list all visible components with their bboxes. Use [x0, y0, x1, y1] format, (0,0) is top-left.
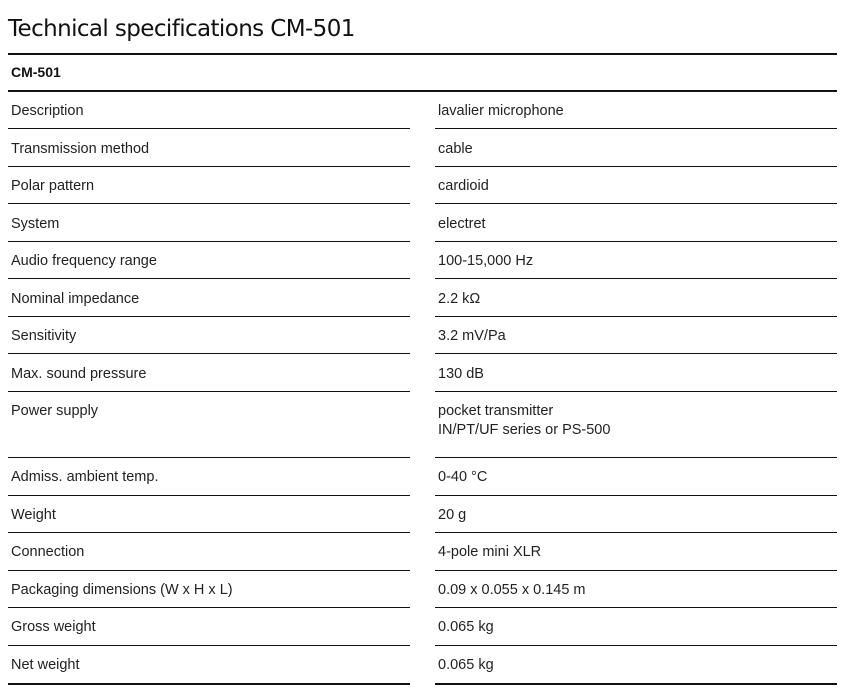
- row-divider: [8, 278, 410, 279]
- spec-label: System: [11, 216, 60, 232]
- spec-label: Nominal impedance: [11, 291, 140, 307]
- row-divider: [435, 532, 837, 533]
- row-divider: [435, 683, 837, 685]
- row-divider: [435, 353, 837, 354]
- spec-value: 0.065 kg: [438, 657, 494, 673]
- row-divider: [435, 495, 837, 496]
- spec-value-line2: IN/PT/UF series or PS-500: [438, 422, 611, 438]
- row-divider: [435, 128, 837, 129]
- row-divider: [8, 241, 410, 242]
- spec-label: Description: [11, 103, 84, 119]
- spec-label: Audio frequency range: [11, 253, 157, 269]
- row-divider: [8, 203, 410, 204]
- row-divider: [435, 166, 837, 167]
- row-divider: [8, 607, 410, 608]
- row-divider: [8, 457, 410, 458]
- spec-label: Weight: [11, 507, 56, 523]
- spec-value: 0.09 x 0.055 x 0.145 m: [438, 582, 586, 598]
- spec-value: cable: [438, 141, 473, 157]
- spec-label: Net weight: [11, 657, 80, 673]
- row-divider: [435, 278, 837, 279]
- spec-label: Admiss. ambient temp.: [11, 469, 159, 485]
- spec-label: Max. sound pressure: [11, 366, 147, 382]
- spec-value: cardioid: [438, 178, 489, 194]
- row-divider: [8, 391, 410, 392]
- row-divider: [8, 353, 410, 354]
- row-divider: [8, 532, 410, 533]
- row-divider: [8, 166, 410, 167]
- row-divider: [8, 316, 410, 317]
- page-title: Technical specifications CM-501: [8, 16, 355, 42]
- spec-label: Connection: [11, 544, 85, 560]
- row-divider: [435, 457, 837, 458]
- row-divider: [435, 645, 837, 646]
- spec-value: electret: [438, 216, 486, 232]
- spec-value: pocket transmitter: [438, 403, 554, 419]
- row-divider: [435, 570, 837, 571]
- row-divider: [8, 683, 410, 685]
- spec-label: Packaging dimensions (W x H x L): [11, 582, 233, 598]
- row-divider: [8, 570, 410, 571]
- row-divider: [435, 203, 837, 204]
- row-divider: [8, 128, 410, 129]
- spec-value: 2.2 kΩ: [438, 291, 481, 307]
- title-divider: [8, 53, 837, 55]
- spec-label: Gross weight: [11, 619, 96, 635]
- spec-value: 3.2 mV/Pa: [438, 328, 506, 344]
- spec-value: lavalier microphone: [438, 103, 564, 119]
- row-divider: [435, 607, 837, 608]
- spec-value: 0-40 °C: [438, 469, 488, 485]
- spec-value: 20 g: [438, 507, 467, 523]
- row-divider: [8, 645, 410, 646]
- model-divider: [8, 90, 837, 92]
- row-divider: [435, 316, 837, 317]
- model-heading: CM-501: [11, 64, 61, 80]
- row-divider: [435, 391, 837, 392]
- spec-label: Sensitivity: [11, 328, 77, 344]
- spec-label: Power supply: [11, 403, 99, 419]
- spec-label: Transmission method: [11, 141, 150, 157]
- spec-value: 4-pole mini XLR: [438, 544, 542, 560]
- spec-value: 0.065 kg: [438, 619, 494, 635]
- row-divider: [435, 241, 837, 242]
- spec-label: Polar pattern: [11, 178, 95, 194]
- spec-value: 130 dB: [438, 366, 484, 382]
- spec-value: 100-15,000 Hz: [438, 253, 534, 269]
- row-divider: [8, 495, 410, 496]
